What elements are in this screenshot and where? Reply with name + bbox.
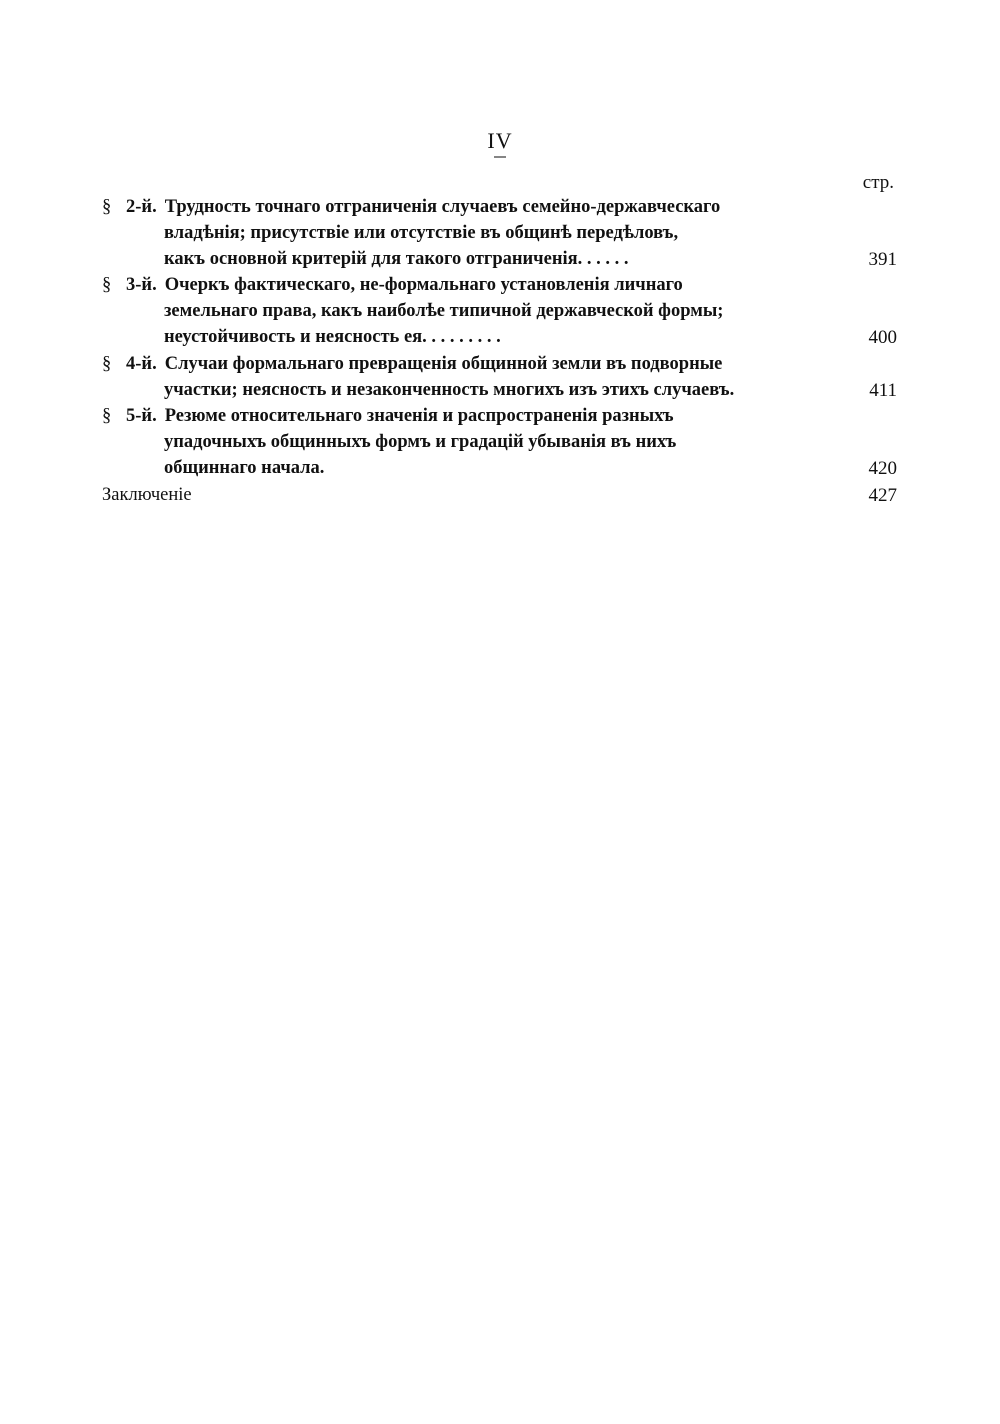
toc-entry-line xyxy=(102,221,897,247)
page-number-underline xyxy=(494,156,506,158)
toc-entry-text: общиннаго начала. xyxy=(164,457,325,478)
toc-entry-section-4[interactable] xyxy=(102,352,897,404)
toc-entry-line xyxy=(102,195,897,221)
toc-entry-line xyxy=(102,456,897,482)
section-mark: § xyxy=(102,197,112,217)
toc-entry-text: Резюме относительнаго значенія и распространенія разныхъ xyxy=(164,406,674,427)
toc-entry-line xyxy=(102,352,897,378)
section-mark: § xyxy=(102,275,112,296)
section-number: 3-й. xyxy=(126,275,157,296)
toc-page-number: 400 xyxy=(868,326,897,348)
section-mark: § xyxy=(102,406,112,427)
page-numeral: IV xyxy=(487,128,513,153)
section-number: 2-й. xyxy=(126,197,157,217)
toc-entry-line xyxy=(102,430,897,456)
toc-entry-text: какъ основной критерій для такого отграниченія. . . . . . xyxy=(164,248,629,269)
toc-page-number: 420 xyxy=(868,457,897,479)
toc-entry-text: владѣнія; присутствіе или отсутствіе въ общинѣ передѣловъ, xyxy=(164,222,679,243)
toc-page-number: 391 xyxy=(868,248,897,270)
toc-conclusion-label: Заключеніе xyxy=(102,484,192,505)
toc-entry-line xyxy=(102,378,897,404)
toc-page-number: 411 xyxy=(869,379,897,401)
toc-entry-text: участки; неясность и незаконченность многихъ изъ этихъ случаевъ. xyxy=(164,379,735,400)
toc-entry-section-3[interactable] xyxy=(102,273,897,350)
toc-entry-text: неустойчивость и неясность ея. . . . . . . . . xyxy=(164,326,501,347)
toc-entry-line xyxy=(102,325,897,351)
toc-entry-section-5[interactable] xyxy=(102,404,897,481)
page-number xyxy=(0,128,1000,158)
toc-entry-line xyxy=(102,404,897,430)
toc-entry-text: земельнаго права, какъ наиболѣе типичной державческой формы; xyxy=(164,301,724,322)
toc-entry-line xyxy=(102,247,897,273)
toc-entry-text: упадочныхъ общинныхъ формъ и градацій убыванія въ нихъ xyxy=(164,432,677,453)
toc-entry-conclusion[interactable] xyxy=(102,483,897,509)
section-mark: § xyxy=(102,353,112,374)
toc-entry-section-2[interactable] xyxy=(102,195,897,272)
toc-page-number: 427 xyxy=(868,484,897,506)
toc-entry-line xyxy=(102,299,897,325)
table-of-contents xyxy=(102,195,897,509)
page-column-label: стр. xyxy=(862,172,894,193)
section-number: 5-й. xyxy=(126,406,157,427)
section-number: 4-й. xyxy=(126,353,157,374)
toc-entry-text: Очеркъ фактическаго, не-формальнаго установленія личнаго xyxy=(164,275,683,296)
toc-entry-text: Трудность точнаго отграниченія случаевъ семейно-державческаго xyxy=(164,197,721,217)
toc-entry-line xyxy=(102,273,897,299)
toc-entry-text: Случаи формальнаго превращенія общинной земли въ подворные xyxy=(164,353,723,374)
